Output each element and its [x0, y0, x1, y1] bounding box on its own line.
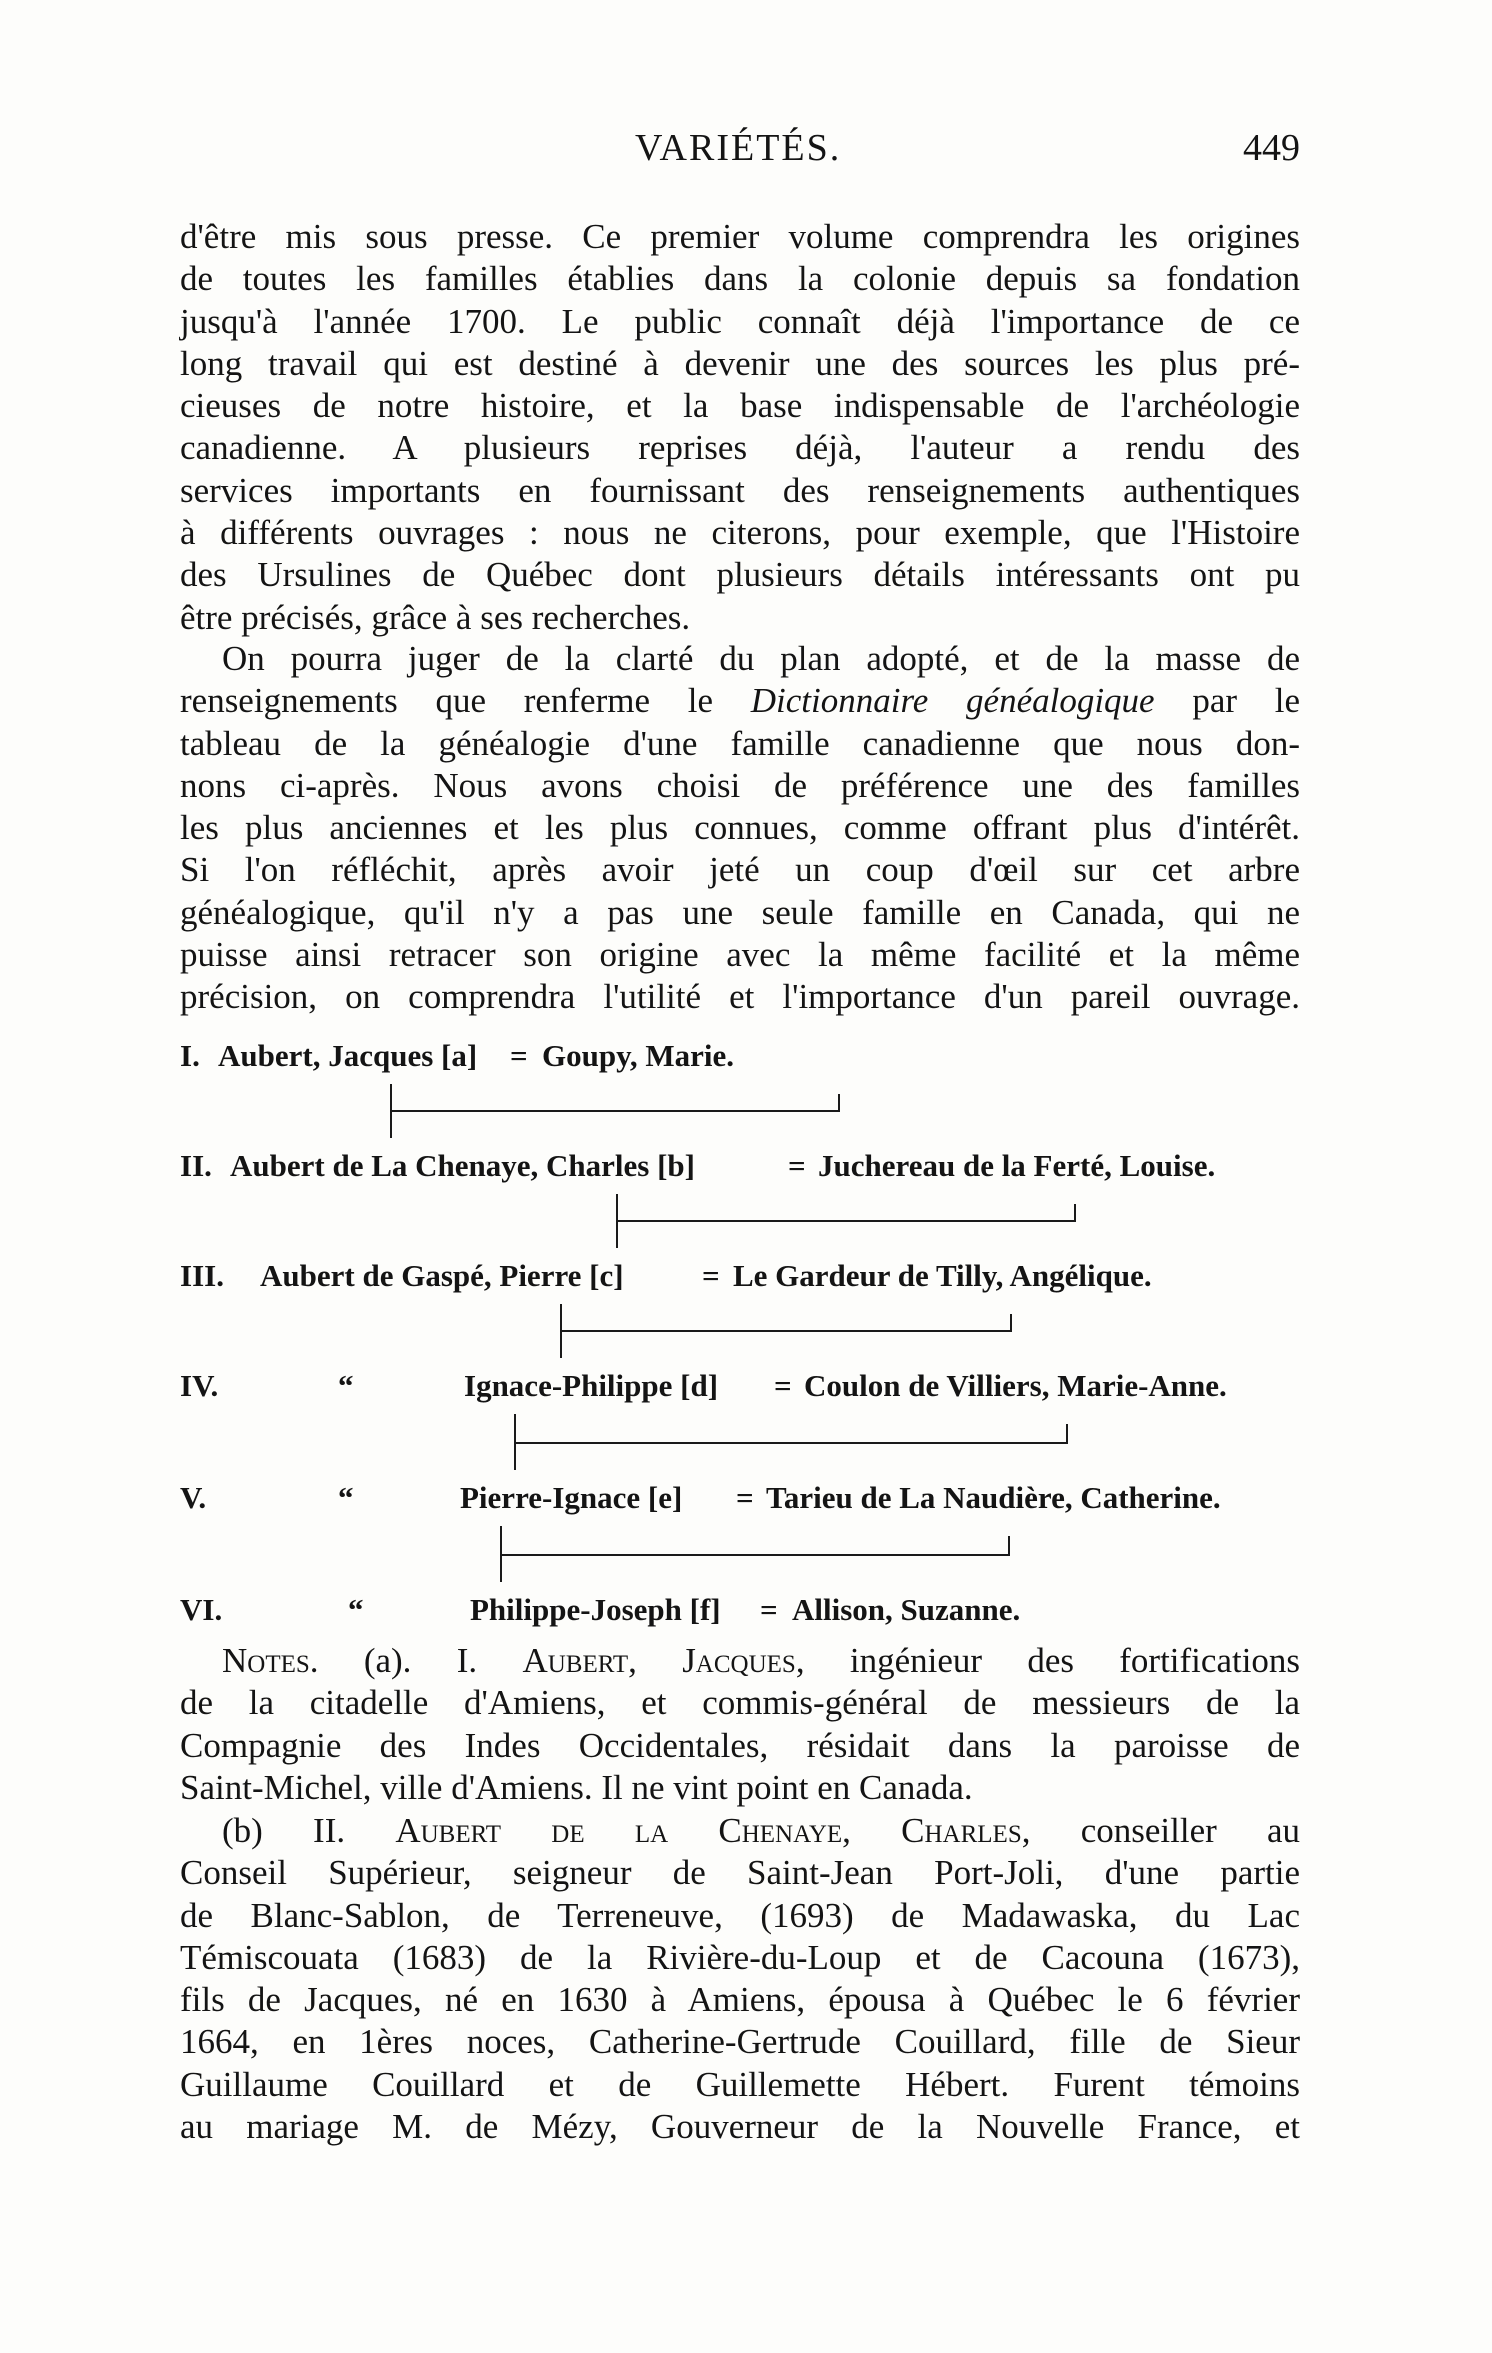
text-fragment: conseiller au [1080, 1811, 1301, 1850]
union-line [390, 1110, 840, 1112]
wife-name: Tarieu de La Naudière, Catherine. [766, 1480, 1221, 1515]
marriage-sign: = [702, 1258, 720, 1293]
person-name: Aubert de la Chenaye, Charles, [395, 1811, 1031, 1850]
note-ref: (a). [363, 1641, 412, 1680]
note-heading-line [180, 1810, 1300, 1852]
text-line: des Ursulines de Québec dont plusieurs détails intéressants ont pu [180, 555, 1300, 595]
generation-number: VI. [180, 1592, 223, 1627]
husband-name: Pierre-Ignace [e] [460, 1480, 683, 1515]
text-line: au mariage M. de Mézy, Gouverneur de la Nouvelle France, et [180, 2107, 1300, 2147]
running-title: VARIÉTÉS. [635, 127, 842, 169]
text-fragment: par le [1154, 681, 1301, 721]
text-fragment: ingénieur des fortifications [849, 1641, 1301, 1680]
marriage-sign: = [736, 1480, 754, 1515]
note-roman: II. [313, 1811, 346, 1850]
marriage-sign: = [774, 1368, 792, 1403]
text-line: Témiscouata (1683) de la Rivière-du-Loup et de Cacouna (1673), [180, 1937, 1300, 1977]
page-header [180, 126, 1300, 176]
descent-tick [838, 1094, 840, 1112]
ditto-mark: “ [348, 1592, 364, 1627]
generation-number: III. [180, 1258, 224, 1293]
ditto-mark: “ [338, 1480, 354, 1515]
text-line: fils de Jacques, né en 1630 à Amiens, épousa à Québec le 6 février [180, 1980, 1300, 2020]
text-line: Compagnie des Indes Occidentales, résidait dans la paroisse de [180, 1725, 1300, 1765]
text-line: puisse ainsi retracer son origine avec la même facilité et la même [180, 935, 1300, 975]
note-a [180, 1640, 1300, 1809]
text-line: être précisés, grâce à ses recherches. [180, 597, 691, 637]
text-line: à différents ouvrages : nous ne citerons, pour exemple, que l'Histoire [180, 513, 1300, 553]
text-line: Saint-Michel, ville d'Amiens. Il ne vint point en Canada. [180, 1767, 973, 1807]
note-roman: I. [456, 1641, 478, 1680]
generation-number: I. [180, 1038, 200, 1073]
person-name: Aubert, Jacques, [522, 1641, 805, 1680]
descent-tick [1010, 1314, 1012, 1332]
union-line [616, 1220, 1076, 1222]
text-line: Conseil Supérieur, seigneur de Saint-Jean Port-Joli, d'une partie [180, 1853, 1300, 1893]
text-line: services importants en fournissant des renseignements authentiques [180, 470, 1300, 510]
text-line: les plus anciennes et les plus connues, comme offrant plus d'intérêt. [180, 808, 1300, 848]
text-line: On pourra juger de la clarté du plan adopté, et de la masse de [222, 639, 1300, 678]
text-line: tableau de la généalogie d'une famille canadienne que nous don- [180, 723, 1300, 763]
descent-tick [1066, 1424, 1068, 1444]
husband-name: Philippe-Joseph [f] [470, 1592, 721, 1627]
union-line [500, 1554, 1010, 1556]
wife-name: Goupy, Marie. [542, 1038, 735, 1073]
note-heading-line [180, 1640, 1300, 1682]
union-line [560, 1330, 1012, 1332]
ditto-mark: “ [338, 1368, 354, 1403]
husband-name: Ignace-Philippe [d] [464, 1368, 719, 1403]
text-line: 1664, en 1ères noces, Catherine-Gertrude Couillard, fille de Sieur [180, 2022, 1300, 2062]
text-line: canadienne. A plusieurs reprises déjà, l'auteur a rendu des [180, 428, 1300, 468]
text-fragment: renseignements que renferme le [180, 681, 751, 721]
text-line: de la citadelle d'Amiens, et commis-général de messieurs de la [180, 1683, 1300, 1723]
marriage-sign: = [760, 1592, 778, 1627]
text-line: nons ci-après. Nous avons choisi de préférence une des familles [180, 765, 1300, 805]
text-line: cieuses de notre histoire, et la base indispensable de l'archéologie [180, 386, 1300, 426]
note-b [180, 1810, 1300, 2148]
text-line: de Blanc-Sablon, de Terreneuve, (1693) de Madawaska, du Lac [180, 1895, 1300, 1935]
paragraph-1 [180, 216, 1300, 639]
paragraph-2 [180, 638, 1300, 1019]
husband-name: Aubert de Gaspé, Pierre [c] [260, 1258, 624, 1293]
text-line: de toutes les familles établies dans la colonie depuis sa fondation [180, 259, 1300, 299]
husband-name: Aubert, Jacques [a] [218, 1038, 478, 1073]
text-line: généalogique, qu'il n'y a pas une seule famille en Canada, qui ne [180, 892, 1300, 932]
note-ref: (b) [222, 1811, 263, 1850]
generation-number: V. [180, 1480, 207, 1515]
book-title: Dictionnaire généalogique [750, 681, 1155, 721]
text-line: précision, on comprendra l'utilité et l'importance d'un pareil ouvrage. [180, 977, 1300, 1017]
wife-name: Allison, Suzanne. [792, 1592, 1021, 1627]
notes-label: Notes. [222, 1641, 319, 1680]
text-line: Si l'on réfléchit, après avoir jeté un coup d'œil sur cet arbre [180, 850, 1300, 890]
text-line: Guillaume Couillard et de Guillemette Hébert. Furent témoins [180, 2064, 1300, 2104]
generation-number: IV. [180, 1368, 219, 1403]
union-line [514, 1442, 1068, 1444]
husband-name: Aubert de La Chenaye, Charles [b] [230, 1148, 695, 1183]
page-number: 449 [1243, 127, 1300, 169]
text-line: long travail qui est destiné à devenir une des sources les plus pré- [180, 343, 1300, 383]
marriage-sign: = [788, 1148, 806, 1183]
wife-name: Le Gardeur de Tilly, Angélique. [733, 1258, 1152, 1293]
descent-tick [1074, 1204, 1076, 1222]
text-line-with-title [180, 680, 1300, 722]
marriage-sign: = [510, 1038, 528, 1073]
genealogy-tree [180, 1038, 1320, 1628]
wife-name: Juchereau de la Ferté, Louise. [818, 1148, 1216, 1183]
descent-tick [1008, 1536, 1010, 1556]
text-line: jusqu'à l'année 1700. Le public connaît déjà l'importance de ce [180, 301, 1300, 341]
generation-number: II. [180, 1148, 212, 1183]
text-line: d'être mis sous presse. Ce premier volume comprendra les origines [180, 217, 1300, 256]
wife-name: Coulon de Villiers, Marie-Anne. [804, 1368, 1227, 1403]
